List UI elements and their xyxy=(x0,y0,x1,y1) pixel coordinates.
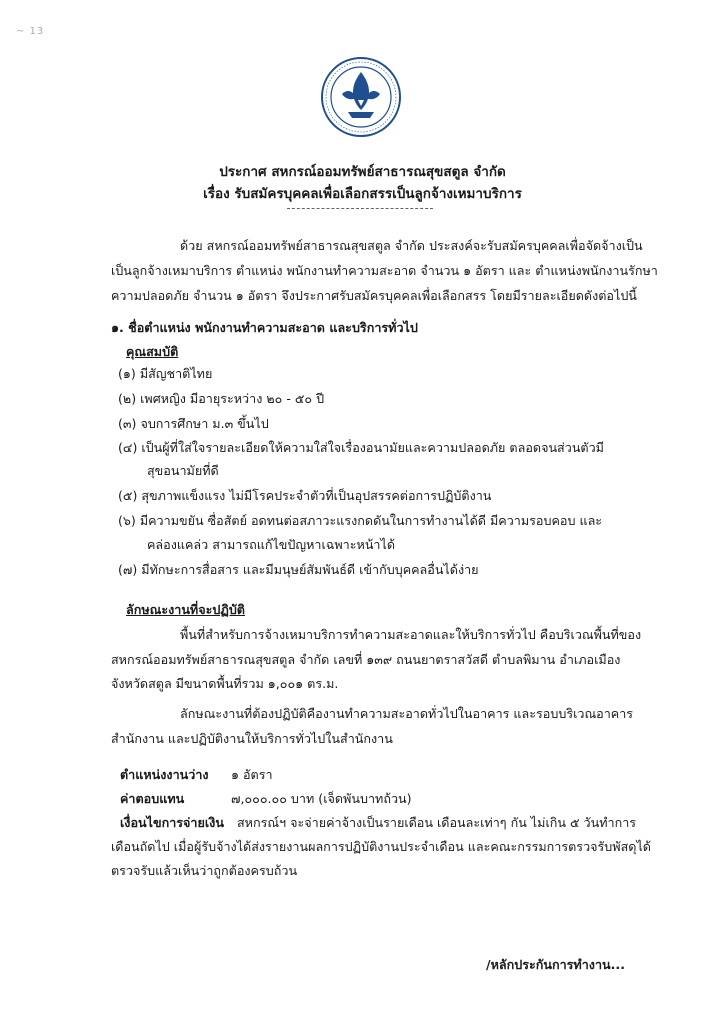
handwritten-mark: ~ 13 xyxy=(16,26,45,37)
qualifications-heading: คุณสมบัติ xyxy=(126,344,179,359)
title-divider xyxy=(287,208,433,209)
duties-line-3: จังหวัดสตูล มีขนาดพื้นที่รวม ๑,๐๐๑ ตร.ม. xyxy=(111,676,339,691)
section-1-heading: ๑. ชื่อตำแหน่ง พนักงานทำความสะอาด และบริการทั่วไป xyxy=(111,320,418,335)
duties-line-5: สำนักงาน และปฏิบัติงานให้บริการทั่วไปในสำนักงาน xyxy=(111,731,393,746)
intro-line-2: เป็นลูกจ้างเหมาบริการ ตำแหน่ง พนักงานทำความสะอาด จำนวน ๑ อัตรา และ ตำแหน่งพนักงานรักษา xyxy=(111,263,658,278)
pay-value: ๗,๐๐๐.๐๐ บาท (เจ็ดพันบาทถ้วน) xyxy=(231,791,412,806)
duties-line-1: พื้นที่สำหรับการจ้างเหมาบริการทำความสะอาดและให้บริการทั่วไป คือบริเวณพื้นที่ของ xyxy=(180,627,642,642)
duties-heading: ลักษณะงานที่จะปฏิบัติ xyxy=(126,602,245,617)
qualification-item: (๑) มีสัญชาติไทย xyxy=(118,366,213,381)
payment-line-1: สหกรณ์ฯ จะจ่ายค่าจ้างเป็นรายเดือน เดือนละเท่าๆ กัน ไม่เกิน ๕ วันทำการ xyxy=(237,815,637,830)
duties-line-4: ลักษณะงานที่ต้องปฏิบัติคืองานทำความสะอาดทั่วไปในอาคาร และรอบบริเวณอาคาร xyxy=(180,706,634,721)
qualification-item: (๕) สุขภาพแข็งแรง ไม่มีโรคประจำตัวที่เป็นอุปสรรคต่อการปฏิบัติงาน xyxy=(118,488,492,503)
qualification-item: (๒) เพศหญิง มีอายุระหว่าง ๒๐ - ๕๐ ปี xyxy=(118,391,325,406)
qualification-item: (๓) จบการศึกษา ม.๓ ขึ้นไป xyxy=(118,416,269,431)
pay-label: ค่าตอบแทน xyxy=(120,791,185,806)
qualification-item: (๗) มีทักษะการสื่อสาร และมีมนุษย์สัมพันธ์ดี เข้ากับบุคคลอื่นได้ง่าย xyxy=(118,562,479,577)
qualification-item: (๖) มีความขยัน ซื่อสัตย์ อดทนต่อสภาวะแรงกดดันในการทำงานได้ดี มีความรอบคอบ และ xyxy=(118,513,603,528)
payment-line-3: ตรวจรับแล้วเห็นว่าถูกต้องครบถ้วน xyxy=(111,863,298,878)
vacancy-label: ตำแหน่งงานว่าง xyxy=(120,767,209,782)
duties-line-2: สหกรณ์ออมทรัพย์สาธารณสุขสตูล จำกัด เลขที่ ๑๓๙ ถนนยาตราสวัสดี ตำบลพิมาน อำเภอเมือง xyxy=(111,652,621,667)
vacancy-value: ๑ อัตรา xyxy=(231,767,273,782)
announcement-subject: เรื่อง รับสมัครบุคคลเพื่อเลือกสรรเป็นลูกจ้างเหมาบริการ xyxy=(203,186,522,202)
qualification-item-cont: สุขอนามัยที่ดี xyxy=(147,463,219,478)
payment-condition-label: เงื่อนไขการจ่ายเงิน xyxy=(120,815,224,830)
continuation-footer: /หลักประกันการทำงาน... xyxy=(485,957,625,972)
intro-line-3: ความปลอดภัย จำนวน ๑ อัตรา จึงประกาศรับสมัครบุคคลเพื่อเลือกสรร โดยมีรายละเอียดดังต่อไปนี้ xyxy=(111,288,637,303)
cooperative-seal-icon xyxy=(320,56,402,138)
qualification-item: (๔) เป็นผู้ที่ใส่ใจรายละเอียดให้ความใส่ใจเรื่องอนามัยและความปลอดภัย ตลอดจนส่วนตัวมี xyxy=(118,440,604,455)
payment-line-2: เดือนถัดไป เมื่อผู้รับจ้างได้ส่งรายงานผลการปฏิบัติงานประจำเดือน และคณะกรรมการตรวจรับพัสดุได้ xyxy=(111,839,651,854)
announcement-title: ประกาศ สหกรณ์ออมทรัพย์สาธารณสุขสตูล จำกัด xyxy=(219,164,506,180)
qualification-item-cont: คล่องแคล่ว สามารถแก้ไขปัญหาเฉพาะหน้าได้ xyxy=(147,537,396,552)
intro-line-1: ด้วย สหกรณ์ออมทรัพย์สาธารณสุขสตูล จำกัด ประสงค์จะรับสมัครบุคคลเพื่อจัดจ้างเป็น xyxy=(180,238,643,253)
